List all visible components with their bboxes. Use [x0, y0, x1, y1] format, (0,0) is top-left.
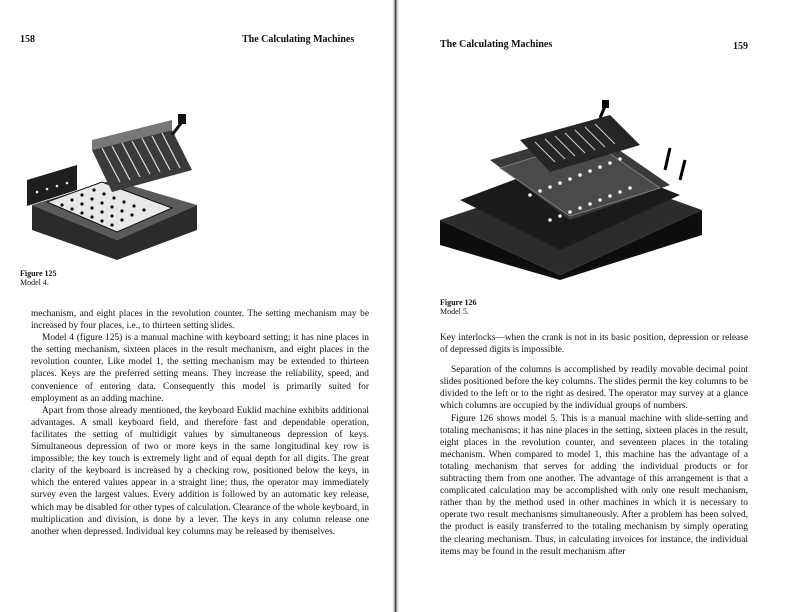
slide-setting-calculating-machine-image: [440, 100, 702, 280]
keyboard-calculating-machine-image: [22, 110, 202, 260]
running-head: The Calculating Machines: [242, 34, 355, 45]
paragraph: Key interlocks—when the crank is not in its basic position, depression or release of depressed digits is impossible.: [440, 333, 748, 356]
paragraph: Separation of the columns is accomplished by readily movable decimal point slides positioned before the key columns. The slides permit the key columns to be divided to the left or to the right as desired. The operator may survey at a glance which columns are occupied by the individual groups of numbers.: [440, 365, 748, 412]
left-page: [0, 0, 394, 612]
figure-caption: [440, 298, 477, 316]
page-number: 158: [20, 34, 35, 45]
paragraph: Apart from those already mentioned, the keyboard Euklid machine exhibits additional advantages. A small keyboard field, and therefore fast and dependable operation, facilitates the setting of multidigit values by simultaneous depression of keys. Simultaneous depression of two or more keys in the same longitudinal key row is impossible; the key touch is extremely light and of equal depth for all digits. The great clarity of the keyboard is increased by a checking row, positioned below the keys, in which the entered values appear in a straight line; thus, the operator may immediately survey even the largest values. Every addition is followed by an automatic key release, which may be disabled for other types of calculation. Clearance of the whole keyboard, in multiplication and division, is done by a lever. The keys in any column release one another when depressed. Individual key columns may be released by themselves.: [31, 405, 369, 537]
page-number: 159: [733, 41, 748, 52]
running-head: The Calculating Machines: [440, 39, 553, 50]
figure-label: Figure 126: [440, 298, 477, 307]
paragraph: Model 4 (figure 125) is a manual machine with keyboard setting; it has nine places in the setting mechanism, sixteen places in the result mechanism, and eight places in the revolution counter. Like model 1, the setting mechanism may be extended to thirteen places. Keys are the preferred setting means. They increase the reliability, speed, and convenience of entering data. Consequently this model is primarily suited for employment as an adding machine.: [31, 333, 369, 404]
paragraph: mechanism, and eight places in the revolution counter. The setting mechanism may be increased by four places, i.e., to thirteen setting slides.: [31, 309, 369, 332]
right-page: [398, 0, 792, 612]
figure-caption-text: Model 5.: [440, 307, 469, 316]
figure-label: Figure 125: [20, 269, 57, 278]
paragraph: Figure 126 shows model 5. This is a manual machine with slide-setting and totaling mechanisms; it has nine places in the setting, sixteen places in the result, eight places in the revolution counter, and seventeen places in the totaling mechanism. When compared to model 1, this machine has the advantage of a totaling mechanism that serves for adding the individual products or for subtracting them from one another. The advantage of this arrangement is that a complicated calculation may be accomplished with only one result mechanism, rather than by the method used in other machines in which it is necessary to operate two result mechanisms simultaneously. After a problem has been solved, the product is easily transferred to the totaling mechanism by simply operating the clearing mechanism. Thus, in calculating invoices for instance, the individual items may be found in the result mechanism after: [440, 413, 748, 557]
figure-caption-text: Model 4.: [20, 278, 49, 287]
figure-caption: [20, 269, 57, 287]
body-text: [31, 308, 369, 538]
body-text: [440, 332, 748, 558]
